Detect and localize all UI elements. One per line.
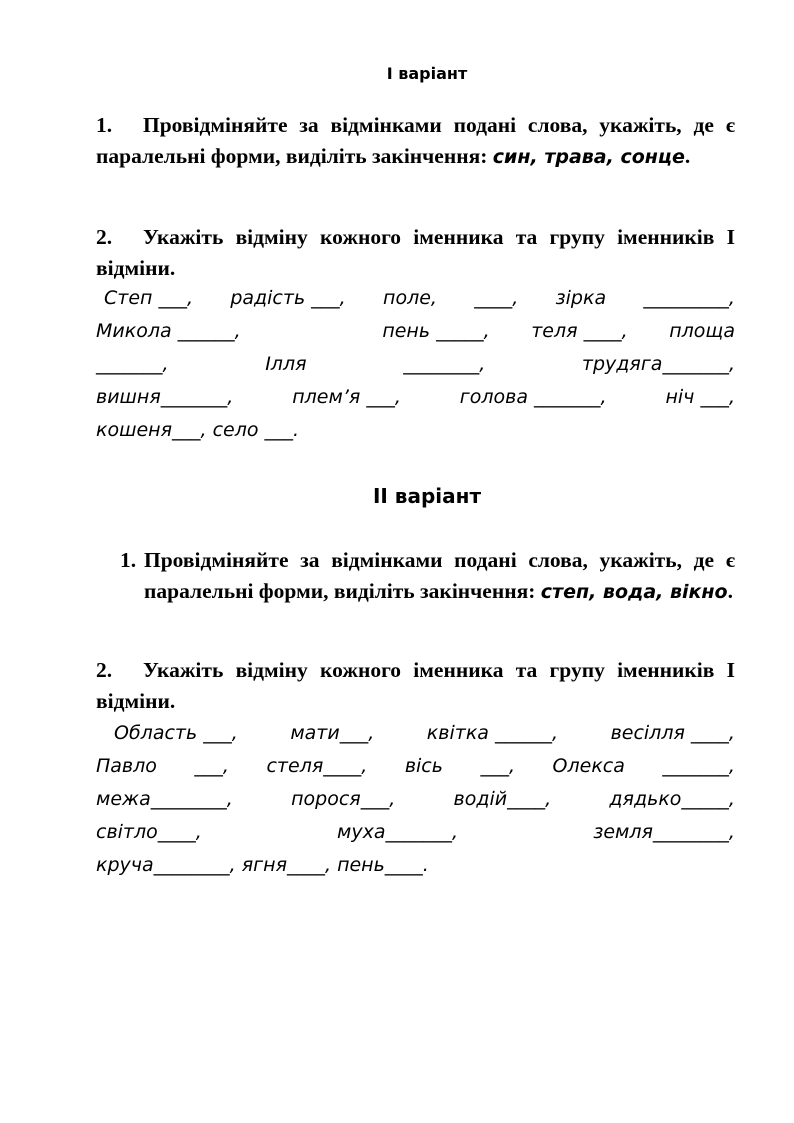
v1-task-1 — [96, 110, 735, 173]
v1-task-1-end: . — [684, 144, 691, 168]
v1-word: ________, — [403, 353, 486, 375]
v2-word: водій____, — [453, 788, 552, 810]
v2-exercise-line-3 — [96, 783, 735, 816]
v2-exercise-line-1 — [96, 717, 735, 750]
v2-word: муха_______, — [337, 821, 459, 843]
v1-exercise-line-2 — [96, 315, 735, 348]
v1-word: плем’я ___, — [292, 386, 401, 408]
v1-word: ____, — [474, 287, 519, 309]
v1-word: радість ___, — [230, 287, 346, 309]
v2-word: Область ___, — [114, 722, 238, 744]
v1-task-2-text: Укажіть відміну кожного іменника та групу іменників І відміни. — [96, 225, 735, 280]
v1-exercise-line-4 — [96, 381, 735, 414]
v2-task-1-number: 1. — [120, 548, 137, 572]
v2-word: весілля ____, — [610, 722, 735, 744]
v1-task-2 — [96, 222, 735, 284]
v1-word: вишня_______, — [96, 386, 234, 408]
v2-word: стеля____, — [266, 755, 368, 777]
v2-task-1-end: . — [727, 579, 733, 603]
v1-task-1-words: син, трава, сонце — [492, 146, 685, 168]
v2-word: порося___, — [291, 788, 396, 810]
v2-task-1 — [120, 545, 735, 608]
v2-word: земля________, — [593, 821, 735, 843]
v1-word: Ілля — [265, 353, 307, 375]
v1-task-1-text: Провідміняйте за відмінками подані слова, укажіть, де є паралельні форми, виділіть закінчення: — [96, 113, 735, 168]
v2-exercise-line-5: круча________, ягня____, пень____. — [96, 854, 429, 876]
v2-task-2-number: 2. — [96, 658, 113, 682]
v1-exercise — [96, 282, 735, 447]
v1-exercise-line-3 — [96, 348, 735, 381]
v2-word: ___, — [480, 755, 516, 777]
v2-exercise — [96, 717, 735, 882]
v2-exercise-line-2 — [96, 750, 735, 783]
v1-word: Степ ___, — [104, 287, 194, 309]
v2-word: Павло — [96, 755, 157, 777]
v1-exercise-line-1 — [96, 282, 735, 315]
v1-word: трудяга_______, — [581, 353, 735, 375]
v1-word: _______, — [96, 353, 169, 375]
v1-word: зірка — [555, 287, 607, 309]
v2-word: _______, — [662, 755, 735, 777]
v2-word: світло____, — [96, 821, 202, 843]
variant-2-title: II варіант — [372, 484, 482, 508]
v1-word: голова _______, — [459, 386, 607, 408]
v1-word: поле, — [383, 287, 437, 309]
v1-exercise-line-5: кошеня___, село ___. — [96, 419, 300, 441]
v1-word: площа — [669, 320, 735, 342]
v2-word: дядько_____, — [609, 788, 735, 810]
v2-task-2-text: Укажіть відміну кожного іменника та групу іменників І відміни. — [96, 658, 735, 713]
v1-word: теля ____, — [531, 320, 628, 342]
variant-1-title: I варіант — [386, 64, 468, 83]
v1-word: ніч ___, — [665, 386, 735, 408]
v1-task-1-number: 1. — [96, 113, 113, 137]
v2-task-2 — [96, 655, 735, 717]
v2-word: ___, — [194, 755, 229, 777]
v2-task-1-text: Провідміняйте за відмінками подані слова, укажіть, де є паралельні форми, виділіть закінчення: — [144, 548, 735, 603]
v2-task-1-words: степ, вода, вікно — [540, 581, 728, 603]
v1-word: Микола ______, — [96, 320, 241, 342]
v2-exercise-line-4 — [96, 816, 735, 849]
v2-word: мати___, — [290, 722, 375, 744]
v2-word: межа________, — [96, 788, 233, 810]
v1-task-2-number: 2. — [96, 225, 113, 249]
v2-word: вісь — [404, 755, 443, 777]
v2-word: Олекса — [552, 755, 625, 777]
v1-word: пень _____, — [382, 320, 490, 342]
v1-word: _________, — [643, 287, 735, 309]
v2-word: квітка ______, — [426, 722, 559, 744]
